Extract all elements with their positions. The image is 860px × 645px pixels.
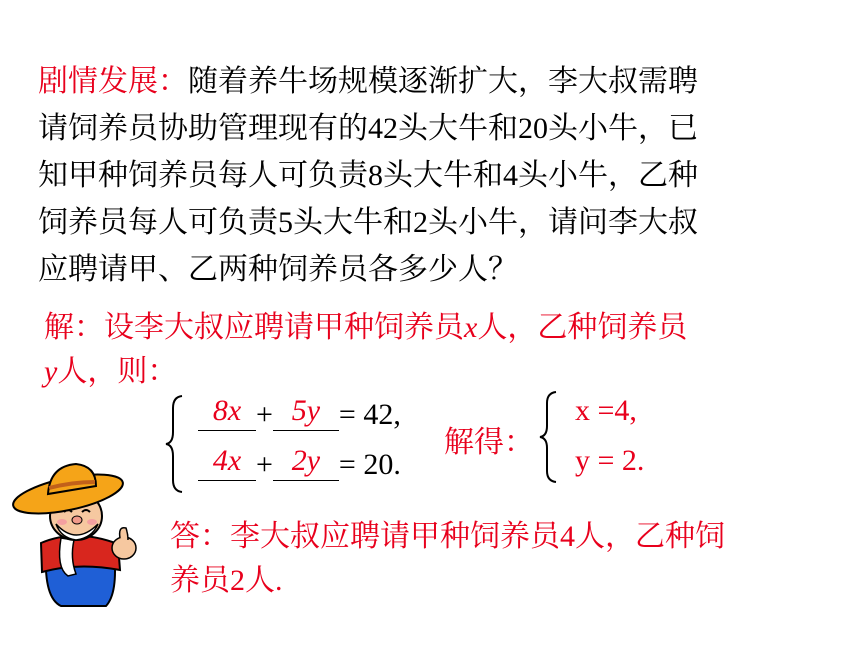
text: 饲养员每人可负责 xyxy=(38,205,278,240)
problem-line-1 xyxy=(38,58,788,105)
problem-line-5: 应聘请甲、乙两种饲养员各多少人？ xyxy=(38,252,518,287)
problem-line-2 xyxy=(38,105,788,152)
text: 头大牛和 xyxy=(293,205,413,240)
text: 头大牛和 xyxy=(398,111,518,146)
answer xyxy=(170,515,810,603)
number: 2 xyxy=(230,564,245,597)
text: 人. xyxy=(245,564,283,597)
number: 4 xyxy=(560,520,575,553)
text: 请饲养员协助管理现有的 xyxy=(38,111,368,146)
text: 头小牛，已 xyxy=(548,111,698,146)
result-x: x =4, xyxy=(575,394,637,427)
rhs: = 42, xyxy=(338,398,401,431)
text: 人，乙种饲 xyxy=(575,519,725,554)
text: 头小牛，乙种 xyxy=(518,158,698,193)
variable-x: x xyxy=(464,311,478,344)
number: 42 xyxy=(368,112,398,145)
text: 头大牛和 xyxy=(383,158,503,193)
text: 头小牛，请问李大叔 xyxy=(428,205,698,240)
problem-line-3 xyxy=(38,152,788,199)
plus: + xyxy=(256,448,273,481)
blank-2y: 2y xyxy=(273,450,339,481)
text: 养员 xyxy=(170,563,230,598)
blank-4x: 4x xyxy=(198,450,256,481)
problem-lead: 剧情发展： xyxy=(38,64,188,99)
solution-setup xyxy=(44,306,804,394)
equation-1 xyxy=(198,394,401,432)
number: 5 xyxy=(278,206,293,239)
problem-line-4 xyxy=(38,199,788,246)
number: 4 xyxy=(503,159,518,192)
blank-5y: 5y xyxy=(273,400,339,431)
number: 20 xyxy=(518,112,548,145)
left-brace-result-icon xyxy=(538,390,560,484)
farmer-cartoon-icon xyxy=(6,458,146,608)
problem-line-1-text: 随着养牛场规模逐渐扩大，李大叔需聘 xyxy=(188,64,698,99)
rhs: = 20. xyxy=(338,448,401,481)
left-brace-icon xyxy=(164,394,186,494)
blank-8x: 8x xyxy=(198,400,256,431)
variable-y: y xyxy=(44,355,58,388)
plus: + xyxy=(256,398,273,431)
text: 知甲种饲养员每人可负责 xyxy=(38,158,368,193)
equation-2 xyxy=(198,444,401,482)
text: 人，则： xyxy=(57,354,178,389)
text: 人，乙种饲养员 xyxy=(477,310,688,345)
solve-label: 解得： xyxy=(444,425,534,460)
problem-text xyxy=(38,58,788,293)
number: 8 xyxy=(368,159,383,192)
text: 答：李大叔应聘请甲种饲养员 xyxy=(170,519,560,554)
number: 2 xyxy=(413,206,428,239)
result-y: y = 2. xyxy=(575,444,645,477)
text: 解：设李大叔应聘请甲种饲养员 xyxy=(44,310,464,345)
